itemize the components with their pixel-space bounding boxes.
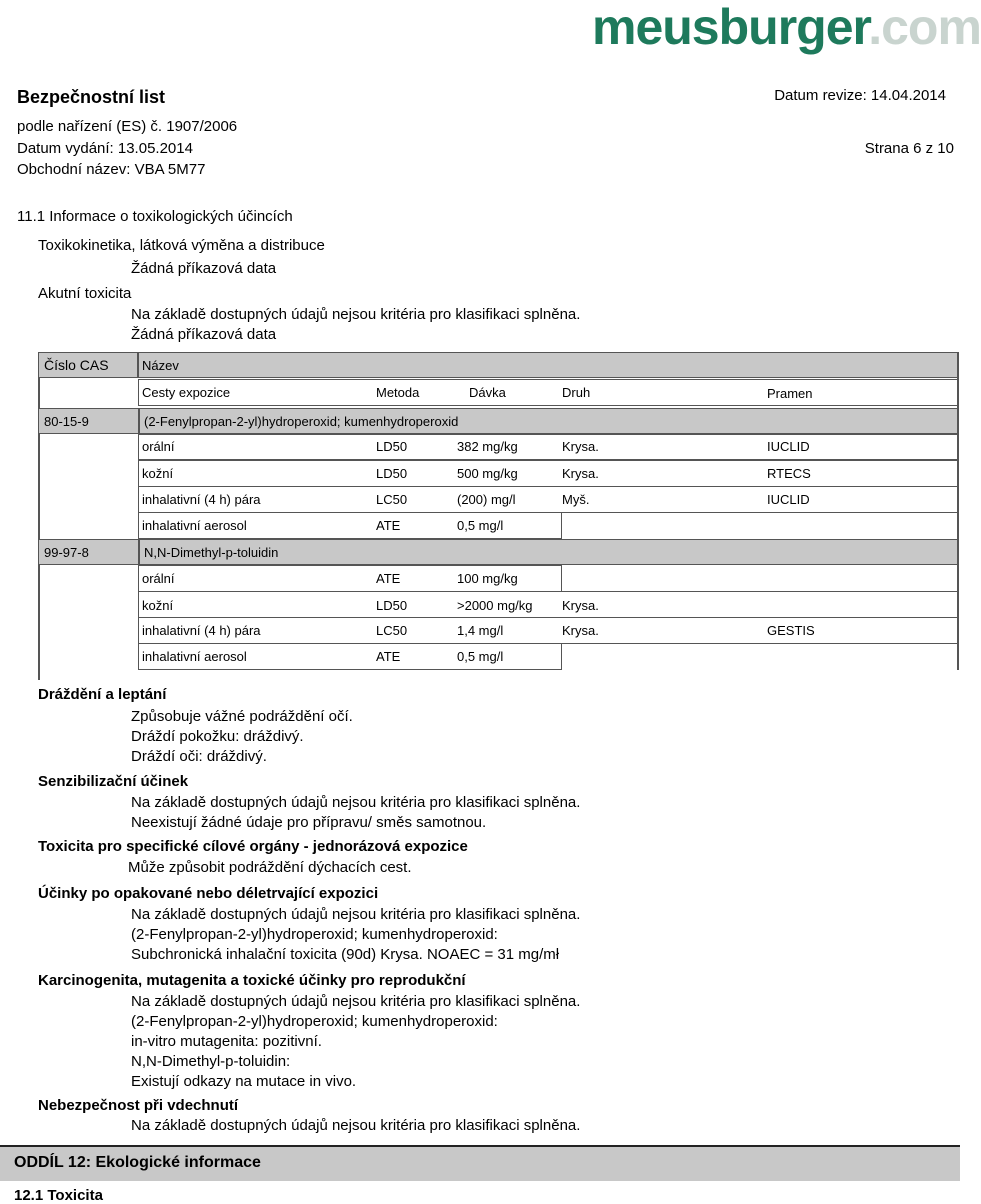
source: RTECS (767, 466, 811, 481)
irritation-line: Dráždí pokožku: dráždivý. (131, 728, 304, 745)
section-12-title: ODDÍL 12: Ekologické informace (14, 1154, 261, 1171)
species: Krysa. (562, 598, 599, 613)
method: LD50 (376, 598, 408, 613)
method: LD50 (376, 466, 408, 481)
route: inhalativní aerosol (142, 518, 247, 533)
toxicokinetics-heading: Toxikokinetika, látková výměna a distribuce (38, 237, 325, 254)
cmr-line: Existují odkazy na mutace in vivo. (131, 1073, 357, 1090)
repeated-line: (2-Fenylpropan-2-yl)hydroperoxid; kumenhydroperoxid: (131, 926, 498, 943)
dose: 0,5 mg/l (457, 649, 504, 664)
repeated-line: Subchronická inhalační toxicita (90d) Krysa. NOAEC = 31 mg/mł (131, 946, 560, 963)
route: orální (142, 571, 175, 586)
sensitization-heading: Senzibilizační účinek (38, 773, 189, 790)
acute-toxicity-heading: Akutní toxicita (38, 285, 132, 302)
logo-suffix: .com (868, 0, 981, 55)
issue-date: Datum vydání: 13.05.2014 (17, 140, 193, 157)
route: inhalativní aerosol (142, 649, 247, 664)
header-name-cell (138, 352, 958, 378)
aspiration-line: Na základě dostupných údajů nejsou kritéria pro klasifikaci splněna. (131, 1117, 581, 1134)
irritation-heading: Dráždění a leptání (38, 686, 167, 703)
dose: >2000 mg/kg (457, 598, 533, 613)
logo-brand: meusburger (592, 0, 869, 55)
acute-toxicity-table (0, 352, 960, 680)
section-12-1-title: 12.1 Toxicita (14, 1187, 103, 1204)
irritation-line: Způsobuje vážné podráždění očí. (131, 708, 353, 725)
cmr-line: Na základě dostupných údajů nejsou kritéria pro klasifikaci splněna. (131, 993, 581, 1010)
substance-name: (2-Fenylpropan-2-yl)hydroperoxid; kumenhydroperoxid (144, 414, 459, 429)
sensitization-line: Neexistují žádné údaje pro přípravu/ směs samotnou. (131, 814, 487, 831)
table-left-border (38, 434, 40, 539)
dose: (200) mg/l (457, 492, 516, 507)
cmr-line: (2-Fenylpropan-2-yl)hydroperoxid; kumenhydroperoxid: (131, 1013, 498, 1030)
method: ATE (376, 649, 401, 664)
source: IUCLID (767, 439, 810, 454)
route: kožní (142, 598, 174, 613)
dose: 382 mg/kg (457, 439, 518, 454)
header-name: Název (142, 358, 179, 373)
species: Krysa. (562, 623, 599, 638)
cmr-heading: Karcinogenita, mutagenita a toxické účinky pro reprodukční (38, 972, 466, 989)
substance-name: N,N-Dimethyl-p-toluidin (144, 545, 279, 560)
source: IUCLID (767, 492, 810, 507)
route: inhalativní (4 h) pára (142, 623, 261, 638)
irritation-line: Dráždí oči: dráždivý. (131, 748, 267, 765)
dose: 100 mg/kg (457, 571, 518, 586)
header-route: Cesty expozice (142, 385, 231, 400)
dose: 500 mg/kg (457, 466, 518, 481)
dose: 0,5 mg/l (457, 518, 504, 533)
table-right-border (957, 352, 959, 670)
stot-single-heading: Toxicita pro specifické cílové orgány - jednorázová expozice (38, 838, 468, 855)
acute-toxicity-line2: Žádná příkazová data (131, 326, 277, 343)
sensitization-line: Na základě dostupných údajů nejsou kritéria pro klasifikaci splněna. (131, 794, 581, 811)
substance-divider (138, 408, 140, 434)
species: Krysa. (562, 466, 599, 481)
document-title: Bezpečnostní list (17, 87, 166, 107)
header-species: Druh (562, 385, 591, 400)
aspiration-heading: Nebezpečnost při vdechnutí (38, 1097, 239, 1114)
method: ATE (376, 571, 401, 586)
dose: 1,4 mg/l (457, 623, 504, 638)
cmr-line: N,N-Dimethyl-p-toluidin: (131, 1053, 291, 1070)
source: GESTIS (767, 623, 815, 638)
repeated-exposure-heading: Účinky po opakované nebo déletrvající expozici (38, 885, 379, 902)
header-cas: Číslo CAS (44, 357, 109, 373)
header-dose: Dávka (469, 385, 506, 400)
page-number: Strana 6 z 10 (864, 140, 954, 157)
header-method: Metoda (376, 385, 420, 400)
route: kožní (142, 466, 174, 481)
trade-name: Obchodní název: VBA 5M77 (17, 161, 206, 178)
substance-cas: 80-15-9 (44, 414, 89, 429)
route: orální (142, 439, 175, 454)
revision-date: Datum revize: 14.04.2014 (774, 87, 946, 104)
substance-cas: 99-97-8 (44, 545, 89, 560)
acute-toxicity-line1: Na základě dostupných údajů nejsou kritéria pro klasifikaci splněna. (131, 306, 581, 323)
cmr-line: in-vitro mutagenita: pozitivní. (131, 1033, 322, 1050)
meusburger-logo (592, 0, 981, 55)
route: inhalativní (4 h) pára (142, 492, 261, 507)
regulation-line: podle nařízení (ES) č. 1907/2006 (17, 118, 238, 135)
species: Krysa. (562, 439, 599, 454)
table-left-border (38, 565, 40, 680)
header-source: Pramen (767, 386, 813, 401)
table-left-border (38, 378, 40, 408)
header-sub-row (138, 379, 958, 406)
species: Myš. (562, 492, 590, 507)
stot-single-line: Může způsobit podráždění dýchacích cest. (128, 859, 412, 876)
toxicokinetics-text: Žádná příkazová data (131, 260, 277, 277)
section-11-1-title: 11.1 Informace o toxikologických účincích (17, 208, 293, 225)
method: ATE (376, 518, 401, 533)
substance-divider (138, 539, 140, 565)
method: LD50 (376, 439, 408, 454)
repeated-line: Na základě dostupných údajů nejsou kritéria pro klasifikaci splněna. (131, 906, 581, 923)
method: LC50 (376, 492, 408, 507)
method: LC50 (376, 623, 408, 638)
